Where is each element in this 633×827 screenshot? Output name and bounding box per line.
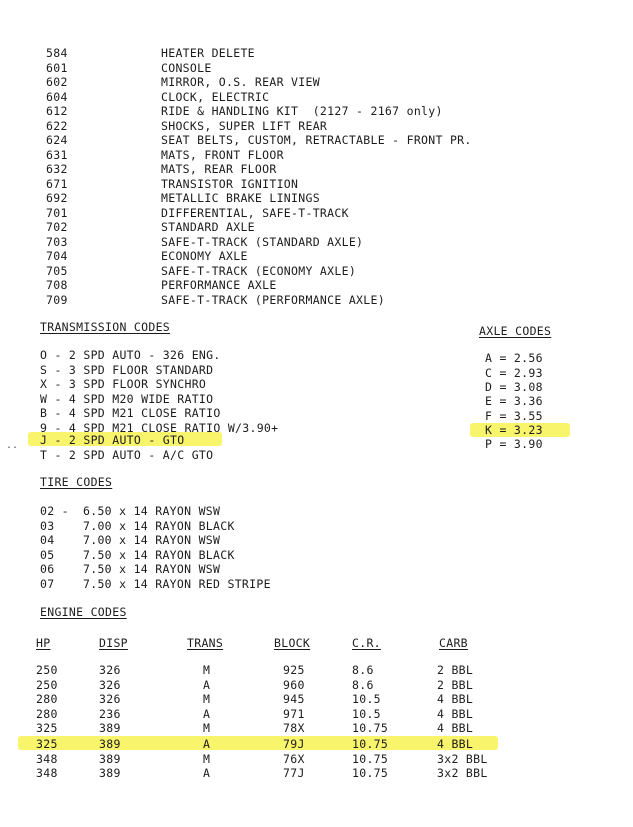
col-header-disp: DISP [99,636,128,650]
tire-code: 04 [40,533,55,547]
cell-disp: 389 [99,766,121,780]
option-desc: HEATER DELETE [161,46,255,60]
transmission-item: O - 2 SPD AUTO - 326 ENG. [40,348,221,362]
option-code: 601 [46,60,68,75]
tire-desc: 6.50 x 14 RAYON WSW [83,504,221,518]
option-desc: TRANSISTOR IGNITION [161,176,299,191]
option-desc: SHOCKS, SUPER LIFT REAR [161,118,328,133]
axle-item: P = 3.90 [485,437,543,451]
cell-disp: 326 [99,663,121,677]
cell-disp: 326 [99,692,121,706]
cell-carb: 2 BBL [437,677,474,692]
cell-cr: 10.5 [352,706,381,721]
cell-carb: 4 BBL [437,706,474,721]
option-code: 631 [46,147,68,162]
cell-block: 78X [283,721,305,735]
cell-hp: 325 [36,721,58,735]
col-header-block: BLOCK [274,636,311,650]
option-code: 584 [46,46,68,60]
cell-hp: 325 [36,737,58,751]
option-code: 624 [46,133,68,147]
option-desc: CONSOLE [161,60,212,75]
cell-hp: 280 [36,692,58,706]
option-code: 632 [46,162,68,176]
option-desc: DIFFERENTIAL, SAFE-T-TRACK [161,205,349,220]
tire-code: 05 [40,547,55,562]
axle-item: A = 2.56 [485,351,543,365]
option-code: 705 [46,263,68,278]
transmission-item: 9 - 4 SPD M21 CLOSE RATIO W/3.90+ [40,420,279,435]
cell-hp: 280 [36,706,58,721]
option-code: 701 [46,205,68,220]
cell-disp: 389 [99,737,121,751]
axle-item: D = 3.08 [485,380,543,394]
cell-disp: 236 [99,706,121,721]
axle-item: K = 3.23 [485,423,543,437]
cell-trans: M [203,663,211,677]
option-desc: SEAT BELTS, CUSTOM, RETRACTABLE - FRONT PR. [161,133,472,147]
transmission-item: W - 4 SPD M20 WIDE RATIO [40,391,214,406]
axle-item: C = 2.93 [485,366,543,380]
cell-disp: 389 [99,721,121,735]
option-desc: CLOCK, ELECTRIC [161,89,270,104]
cell-trans: M [203,721,211,735]
option-desc: MATS, REAR FLOOR [161,162,277,176]
option-code: 692 [46,191,68,205]
tire-desc: 7.50 x 14 RAYON WSW [83,562,221,576]
cell-trans: A [203,677,211,692]
cell-block: 925 [283,663,305,677]
cell-hp: 250 [36,677,58,692]
col-header-carb: CARB [439,636,468,650]
option-desc: SAFE-T-TRACK (PERFORMANCE AXLE) [161,292,385,307]
option-desc: MATS, FRONT FLOOR [161,147,284,162]
tire-desc: 7.50 x 14 RAYON RED STRIPE [83,576,271,591]
cell-hp: 250 [36,663,58,677]
transmission-item: S - 3 SPD FLOOR STANDARD [40,362,214,377]
cell-block: 77J [283,766,305,780]
cell-carb: 3x2 BBL [437,751,488,766]
cell-carb: 4 BBL [437,737,474,751]
tire-heading: TIRE CODES [40,475,113,489]
cell-cr: 10.5 [352,692,381,706]
cell-carb: 4 BBL [437,721,474,735]
tire-code: 03 [40,518,55,533]
option-desc: STANDARD AXLE [161,220,255,234]
option-desc: SAFE-T-TRACK (ECONOMY AXLE) [161,263,357,278]
cell-cr: 8.6 [352,663,374,677]
tire-code: 07 [40,576,55,591]
cell-disp: 389 [99,751,121,766]
option-desc: RIDE & HANDLING KIT (2127 - 2167 only) [161,104,443,118]
transmission-item: B - 4 SPD M21 CLOSE RATIO [40,406,221,420]
option-desc: PERFORMANCE AXLE [161,278,277,292]
tire-desc: 7.00 x 14 RAYON BLACK [83,518,235,533]
cell-trans: M [203,692,211,706]
tire-code: 02 - [40,504,69,518]
option-code: 671 [46,176,68,191]
option-desc: MIRROR, O.S. REAR VIEW [161,75,320,89]
option-desc: ECONOMY AXLE [161,249,248,263]
cell-cr: 10.75 [352,721,389,735]
tire-code: 06 [40,562,55,576]
cell-trans: M [203,751,211,766]
cell-cr: 10.75 [352,737,389,751]
option-desc: METALLIC BRAKE LININGS [161,191,320,205]
cell-cr: 10.75 [352,766,389,780]
cell-cr: 10.75 [352,751,389,766]
option-code: 703 [46,234,68,249]
transmission-heading: TRANSMISSION CODES [40,320,171,334]
cell-block: 76X [283,751,305,766]
transmission-item: T - 2 SPD AUTO - A/C GTO [40,447,214,462]
tire-desc: 7.50 x 14 RAYON BLACK [83,547,235,562]
margin-mark: .. [6,440,19,451]
col-header-hp: HP [36,636,51,650]
axle-item: E = 3.36 [485,394,543,408]
option-code: 709 [46,292,68,307]
cell-hp: 348 [36,751,58,766]
transmission-item: X - 3 SPD FLOOR SYNCHRO [40,377,207,391]
col-header-trans: TRANS [187,636,224,650]
cell-block: 945 [283,692,305,706]
col-header-cr: C.R. [352,636,381,650]
cell-disp: 326 [99,677,121,692]
cell-block: 79J [283,737,305,751]
cell-carb: 2 BBL [437,663,474,677]
engine-heading: ENGINE CODES [40,605,127,619]
cell-hp: 348 [36,766,58,780]
tire-desc: 7.00 x 14 RAYON WSW [83,533,221,547]
cell-trans: A [203,737,211,751]
highlight-engine-row [18,736,498,750]
option-code: 702 [46,220,68,234]
option-code: 622 [46,118,68,133]
option-code: 708 [46,278,68,292]
option-code: 602 [46,75,68,89]
cell-carb: 3x2 BBL [437,766,488,780]
cell-block: 971 [283,706,305,721]
option-desc: SAFE-T-TRACK (STANDARD AXLE) [161,234,364,249]
cell-block: 960 [283,677,305,692]
axle-heading: AXLE CODES [479,324,552,338]
cell-carb: 4 BBL [437,692,474,706]
option-code: 612 [46,104,68,118]
cell-trans: A [203,706,211,721]
transmission-item: J - 2 SPD AUTO - GTO [40,433,185,447]
cell-trans: A [203,766,211,780]
axle-item: F = 3.55 [485,408,543,423]
cell-cr: 8.6 [352,677,374,692]
option-code: 704 [46,249,68,263]
option-code: 604 [46,89,68,104]
